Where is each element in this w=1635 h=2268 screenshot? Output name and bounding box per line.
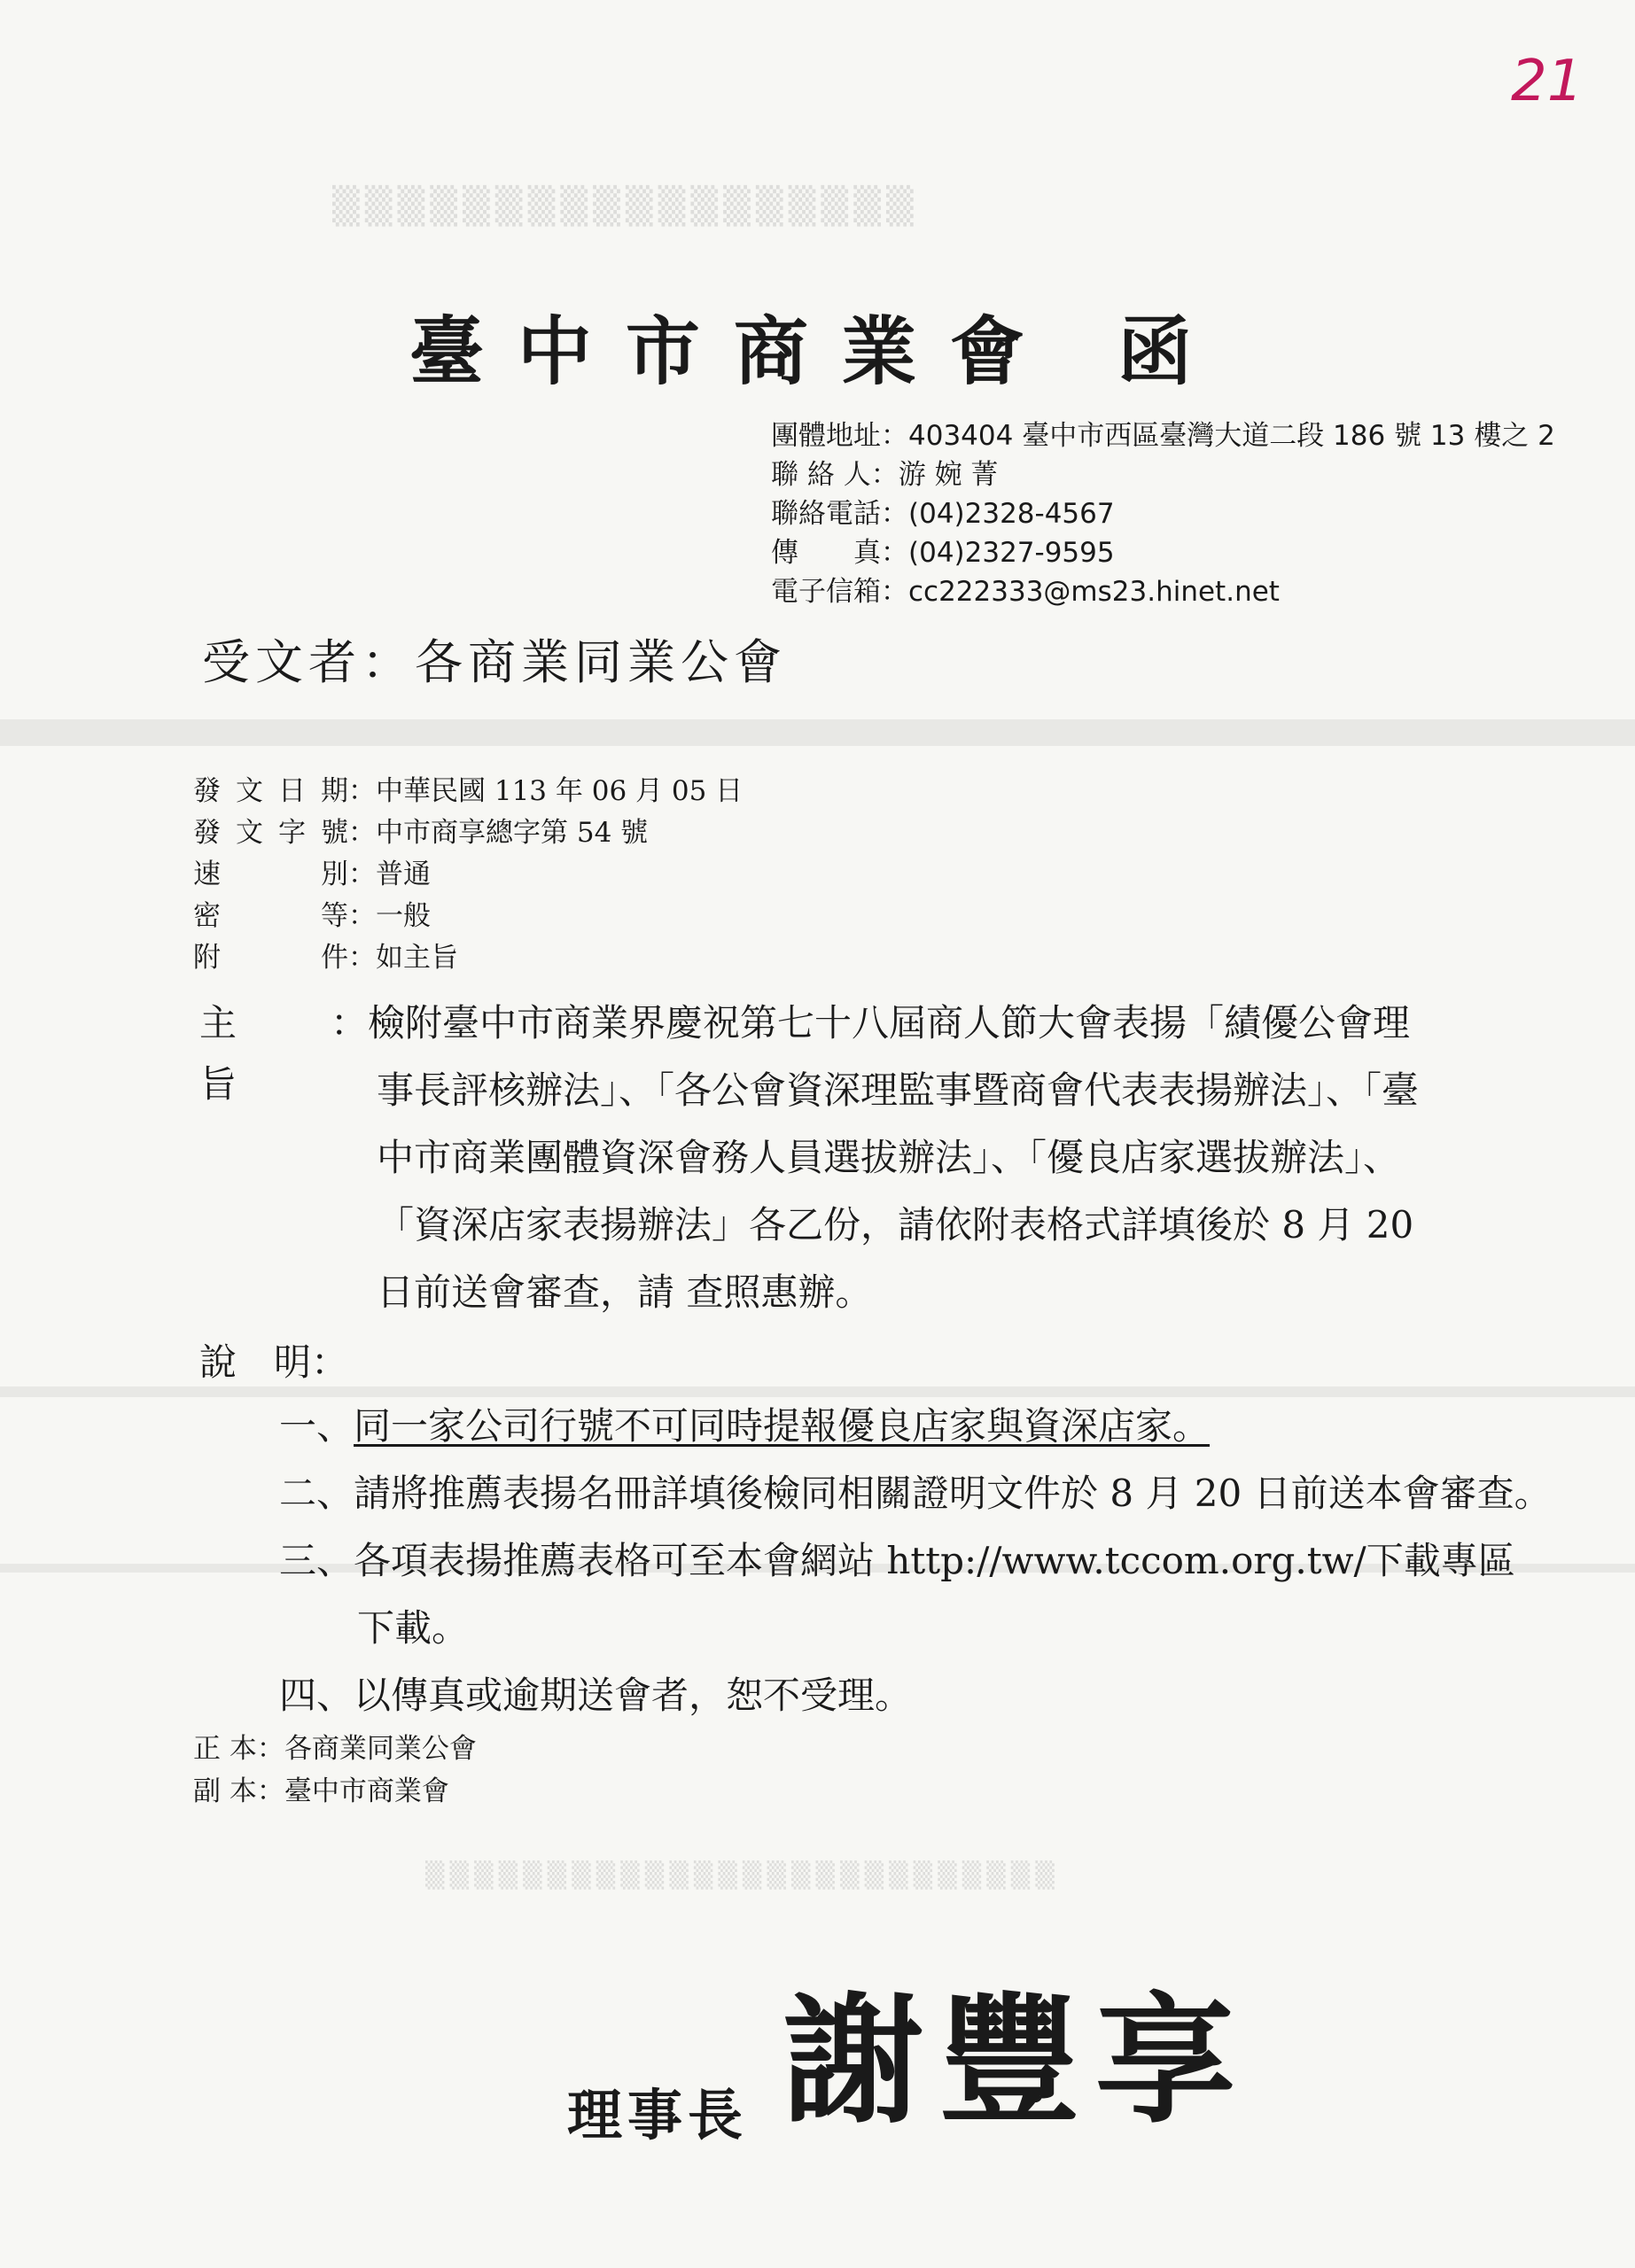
handwritten-page-number: 21 <box>1511 49 1584 114</box>
item-text: 下載。 <box>357 1606 470 1650</box>
meta-row: 密等：一般 <box>193 896 743 937</box>
contact-label: 電子信箱 <box>771 576 881 608</box>
contact-label: 聯絡電話 <box>771 498 881 530</box>
explanation-item <box>279 1460 1552 1527</box>
item-number: 四、 <box>279 1674 354 1717</box>
explanation-item <box>279 1662 912 1729</box>
subject-line: 「資深店家表揚辦法」各乙份，請依附表格式詳填後於 8 月 20 <box>377 1203 1414 1247</box>
bleed-through: ▒▒▒▒▒▒▒▒▒▒▒▒▒▒▒▒▒▒ <box>332 186 919 227</box>
item-text: 以傳真或逾期送會者，恕不受理。 <box>354 1674 913 1717</box>
meta-label: 發文日期 <box>193 775 348 807</box>
meta-label: 附件 <box>193 942 348 974</box>
attachment: 如主旨 <box>376 942 458 974</box>
signature-title: 理事長 <box>567 2083 749 2148</box>
meta-row: 速別：普通 <box>193 854 743 896</box>
meta-row: 附件：如主旨 <box>193 937 743 979</box>
contact-row: 團體地址：403404 臺中市西區臺灣大道二段 186 號 13 樓之 2 <box>771 420 1555 452</box>
copy-recipient: 臺中市商業會 <box>284 1775 449 1807</box>
subject-line: 中市商業團體資深會務人員選拔辦法」、「優良店家選拔辦法」、 <box>377 1136 1401 1179</box>
meta-label: 速別 <box>193 858 348 890</box>
item-number: 一、 <box>279 1404 354 1448</box>
document-number: 中市商享總字第 54 號 <box>376 817 649 849</box>
explanation-item <box>279 1527 1515 1595</box>
contact-fax: (04)2327-9595 <box>908 537 1115 569</box>
contact-address: 403404 臺中市西區臺灣大道二段 186 號 13 樓之 2 <box>908 420 1555 452</box>
item-text: 請將推薦表揚名冊詳填後檢同相關證明文件於 8 月 20 日前送本會審查。 <box>354 1472 1552 1515</box>
document-meta <box>193 771 743 979</box>
item-text: 各項表揚推薦表格可至本會網站 http://www.tccom.org.tw/下載專區 <box>354 1539 1515 1582</box>
contact-person: 游 婉 菁 <box>898 459 999 491</box>
copy-label: 正 本 <box>193 1733 257 1765</box>
copy-row: 正 本：各商業同業公會 <box>193 1733 477 1765</box>
contact-row: 傳 真：(04)2327-9595 <box>771 537 1115 569</box>
contact-row: 聯 絡 人：游 婉 菁 <box>771 459 999 491</box>
contact-phone: (04)2328-4567 <box>908 498 1115 530</box>
document-title: 臺中市商業會 函 <box>409 307 1226 395</box>
copies-section <box>193 1728 477 1813</box>
meta-row: 發文字號：中市商享總字第 54 號 <box>193 812 743 854</box>
signature-name: 謝豐享 <box>783 1980 1252 2143</box>
meta-label: 發文字號 <box>193 817 348 849</box>
subject-line: 檢附臺中市商業界慶祝第七十八屆商人節大會表揚「績優公會理 <box>368 1001 1411 1045</box>
explanation-item <box>357 1595 469 1662</box>
copy-label: 副 本 <box>193 1775 257 1807</box>
urgency: 普通 <box>376 858 431 890</box>
subject-label: 主旨 <box>199 1001 280 1106</box>
item-number: 二、 <box>279 1472 354 1515</box>
item-number: 三、 <box>279 1539 354 1582</box>
subject-line: 日前送會審查，請 查照惠辦。 <box>377 1270 873 1314</box>
scan-band <box>0 719 1635 746</box>
subject-colon: ： <box>331 1001 369 1045</box>
recipient-line: 受文者：各商業同業公會 <box>202 634 787 690</box>
explanation-item <box>279 1393 1210 1460</box>
explanation-label: 說 明： <box>199 1340 349 1384</box>
contact-label: 團體地址 <box>771 420 881 452</box>
contact-row: 聯絡電話：(04)2328-4567 <box>771 498 1115 530</box>
signature-block <box>567 1949 1251 2150</box>
copy-row: 副 本：臺中市商業會 <box>193 1775 449 1807</box>
contact-label: 聯 絡 人 <box>771 459 871 491</box>
contact-block <box>771 416 1555 611</box>
original-recipient: 各商業同業公會 <box>284 1733 477 1765</box>
contact-email: cc222333@ms23.hinet.net <box>908 576 1280 608</box>
recipient-label: 受文者 <box>202 634 362 690</box>
issue-date: 中華民國 113 年 06 月 05 日 <box>376 775 744 807</box>
contact-row: 電子信箱：cc222333@ms23.hinet.net <box>771 576 1280 608</box>
meta-row: 發文日期：中華民國 113 年 06 月 05 日 <box>193 771 743 812</box>
subject-line: 事長評核辦法」、「各公會資深理監事暨商會代表表揚辦法」、「臺 <box>377 1068 1420 1112</box>
contact-label: 傳 真 <box>771 537 881 569</box>
item-text: 同一家公司行號不可同時提報優良店家與資深店家。 <box>354 1404 1211 1448</box>
meta-label: 密等 <box>193 900 348 932</box>
classification: 一般 <box>376 900 431 932</box>
recipient-value: 各商業同業公會 <box>415 634 787 690</box>
bleed-through: ▒▒▒▒▒▒▒▒▒▒▒▒▒▒▒▒▒▒▒▒▒▒▒▒▒▒ <box>425 1860 1060 1890</box>
